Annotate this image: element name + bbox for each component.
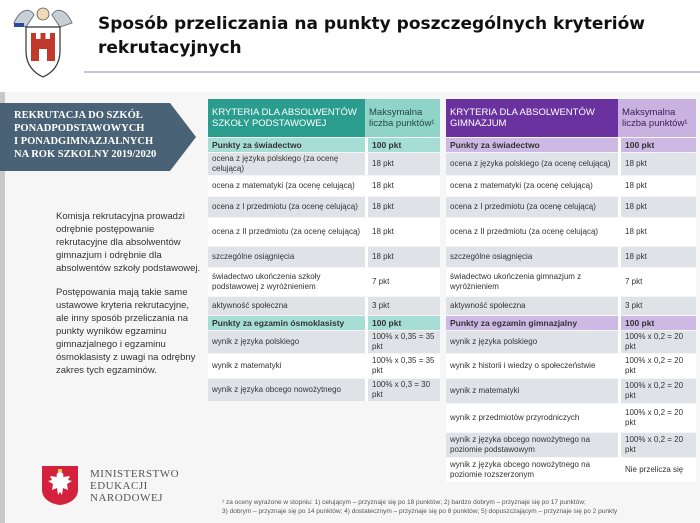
- primary-school-criteria-table: [208, 98, 440, 402]
- criterion-label: szczególne osiągnięcia: [208, 247, 365, 267]
- criterion-points: 100% x 0,2 = 20 pkt: [618, 331, 696, 353]
- table-row: [446, 458, 696, 482]
- criterion-label: Punkty za egzamin gimnazjalny: [446, 316, 618, 330]
- criteria-column-header: KRYTERIA DLA ABSOLWENTÓW GIMNAZJUM: [446, 99, 618, 137]
- criterion-points: 18 pkt: [365, 153, 440, 175]
- criterion-label: wynik z matematyki: [446, 379, 618, 403]
- table-row: [208, 247, 440, 267]
- criterion-points: 100% x 0,35 = 35 pkt: [365, 354, 440, 378]
- criterion-label: ocena z języka polskiego (za ocenę celującą): [446, 153, 618, 175]
- criterion-points: 100% x 0,2 = 20 pkt: [618, 379, 696, 403]
- banner-line: I PONADGIMNAZJALNYCH: [14, 136, 154, 147]
- ministry-line: NARODOWEJ: [90, 492, 163, 504]
- ministry-line: MINISTERSTWO: [90, 468, 180, 480]
- footnote-line: ¹ za oceny wyrażone w stopniu: 1) celującym – przyznaje się po 18 punktów; 2) bardzo dobrym – przyznaje się po 17 punktów;: [222, 499, 586, 506]
- table-row: [446, 197, 696, 217]
- table-row: [446, 379, 696, 403]
- criterion-label: wynik z matematyki: [208, 354, 365, 378]
- max-points-column-header: Maksymalna liczba punktów¹: [618, 99, 696, 137]
- table-row: [446, 433, 696, 457]
- table-body: [208, 138, 440, 401]
- page-header: [0, 0, 700, 76]
- table-header-row: [446, 99, 696, 137]
- criterion-label: ocena z II przedmiotu (za ocenę celującą): [208, 218, 365, 246]
- banner-line: REKRUTACJA DO SZKÓŁ: [14, 110, 143, 121]
- criterion-points: 100% x 0,2 = 20 pkt: [618, 433, 696, 457]
- intro-text: [56, 210, 204, 388]
- table-row: [446, 268, 696, 296]
- criterion-points: 18 pkt: [365, 176, 440, 196]
- criterion-points: 100 pkt: [618, 138, 696, 152]
- criterion-points: Nie przelicza się: [618, 458, 696, 482]
- criterion-points: 100% x 0,2 = 20 pkt: [618, 354, 696, 378]
- table-row: [208, 268, 440, 296]
- recruitment-banner: [14, 109, 184, 161]
- criterion-points: 18 pkt: [618, 153, 696, 175]
- polish-eagle-emblem-icon: [40, 464, 80, 506]
- footnote-line: 3) dobrym – przyznaje się po 14 punktów; 4) dostatecznym – przyznaje się po 8 punktów; 5) dopuszczającym – przyznaje się po 2 punkty: [222, 508, 618, 515]
- criterion-points: 100% x 0,3 = 30 pkt: [365, 379, 440, 401]
- footnote: [222, 498, 692, 516]
- ministry-line: EDUKACJI: [90, 480, 148, 492]
- table-section-row: [446, 138, 696, 152]
- city-coat-of-arms-icon: [12, 5, 74, 79]
- criterion-label: Punkty za świadectwo: [446, 138, 618, 152]
- ministry-name: [90, 468, 190, 504]
- criterion-label: szczególne osiągnięcia: [446, 247, 618, 267]
- criterion-label: ocena z matematyki (za ocenę celującą): [446, 176, 618, 196]
- table-row: [446, 404, 696, 432]
- criterion-points: 18 pkt: [365, 218, 440, 246]
- criterion-label: Punkty za egzamin ósmoklasisty: [208, 316, 365, 330]
- criteria-column-header: KRYTERIA DLA ABSOLWENTÓW SZKOŁY PODSTAWOWEJ: [208, 99, 365, 137]
- criterion-label: wynik z języka polskiego: [208, 331, 365, 353]
- table-row: [446, 153, 696, 175]
- criterion-points: 100 pkt: [365, 316, 440, 330]
- table-row: [208, 176, 440, 196]
- criterion-label: ocena z I przedmiotu (za ocenę celującą): [446, 197, 618, 217]
- banner-line: NA ROK SZKOLNY 2019/2020: [14, 149, 157, 160]
- table-row: [208, 379, 440, 401]
- criterion-label: świadectwo ukończenia szkoły podstawowej z wyróżnieniem: [208, 268, 365, 296]
- table-row: [208, 153, 440, 175]
- gymnasium-criteria-table: [446, 98, 696, 483]
- criterion-label: świadectwo ukończenia gimnazjum z wyróżnieniem: [446, 268, 618, 296]
- criterion-points: 3 pkt: [365, 297, 440, 315]
- table-row: [446, 176, 696, 196]
- criterion-points: 100% x 0,35 = 35 pkt: [365, 331, 440, 353]
- criterion-points: 100 pkt: [365, 138, 440, 152]
- banner-line: PONADPODSTAWOWYCH: [14, 123, 145, 134]
- criterion-label: wynik z historii i wiedzy o społeczeństwie: [446, 354, 618, 378]
- table-row: [446, 247, 696, 267]
- table-row: [208, 331, 440, 353]
- table-section-row: [208, 138, 440, 152]
- criterion-points: 7 pkt: [618, 268, 696, 296]
- table-row: [446, 218, 696, 246]
- intro-paragraph: Postępowania mają takie same ustawowe kryteria rekrutacyjne, ale inny sposób przeliczania na punkty wyników egzaminu gimnazjalnego i egzaminu ósmoklasisty z uwagi na odrębny zakres tych egzaminów.: [56, 287, 196, 376]
- criterion-points: 18 pkt: [365, 247, 440, 267]
- criterion-label: ocena z I przedmiotu (za ocenę celującą): [208, 197, 365, 217]
- criterion-points: 18 pkt: [618, 218, 696, 246]
- criterion-label: ocena z matematyki (za ocenę celującą): [208, 176, 365, 196]
- criterion-points: 7 pkt: [365, 268, 440, 296]
- criterion-points: 100 pkt: [618, 316, 696, 330]
- criterion-points: 3 pkt: [618, 297, 696, 315]
- criterion-label: ocena z II przedmiotu (za ocenę celującą): [446, 218, 618, 246]
- criterion-points: 18 pkt: [365, 197, 440, 217]
- table-section-row: [446, 316, 696, 330]
- criterion-label: aktywność społeczna: [446, 297, 618, 315]
- criterion-label: ocena z języka polskiego (za ocenę celującą): [208, 153, 365, 175]
- max-points-column-header: Maksymalna liczba punktów¹: [365, 99, 440, 137]
- criterion-label: wynik z języka obcego nowożytnego na poziomie podstawowym: [446, 433, 618, 457]
- table-row: [208, 354, 440, 378]
- criterion-label: wynik z języka obcego nowożytnego na poziomie rozszerzonym: [446, 458, 618, 482]
- criterion-label: wynik z języka obcego nowożytnego: [208, 379, 365, 401]
- table-row: [446, 331, 696, 353]
- criterion-points: 18 pkt: [618, 197, 696, 217]
- criterion-label: aktywność społeczna: [208, 297, 365, 315]
- table-row: [208, 197, 440, 217]
- table-row: [446, 297, 696, 315]
- table-row: [208, 297, 440, 315]
- table-row: [446, 354, 696, 378]
- header-divider: [84, 71, 700, 73]
- table-section-row: [208, 316, 440, 330]
- intro-paragraph: Komisja rekrutacyjna prowadzi odrębnie postępowanie rekrutacyjne dla absolwentów gimnazjum i odrębnie dla absolwentów szkoły podstawowej.: [56, 211, 201, 274]
- criterion-label: wynik z języka polskiego: [446, 331, 618, 353]
- criterion-label: Punkty za świadectwo: [208, 138, 365, 152]
- table-row: [208, 218, 440, 246]
- criterion-points: 18 pkt: [618, 247, 696, 267]
- criterion-points: 18 pkt: [618, 176, 696, 196]
- table-header-row: [208, 99, 440, 137]
- page-title: Sposób przeliczania na punkty poszczególnych kryteriów rekrutacyjnych: [98, 14, 646, 58]
- table-body: [446, 138, 696, 482]
- criterion-label: wynik z przedmiotów przyrodniczych: [446, 404, 618, 432]
- criterion-points: 100% x 0,2 = 20 pkt: [618, 404, 696, 432]
